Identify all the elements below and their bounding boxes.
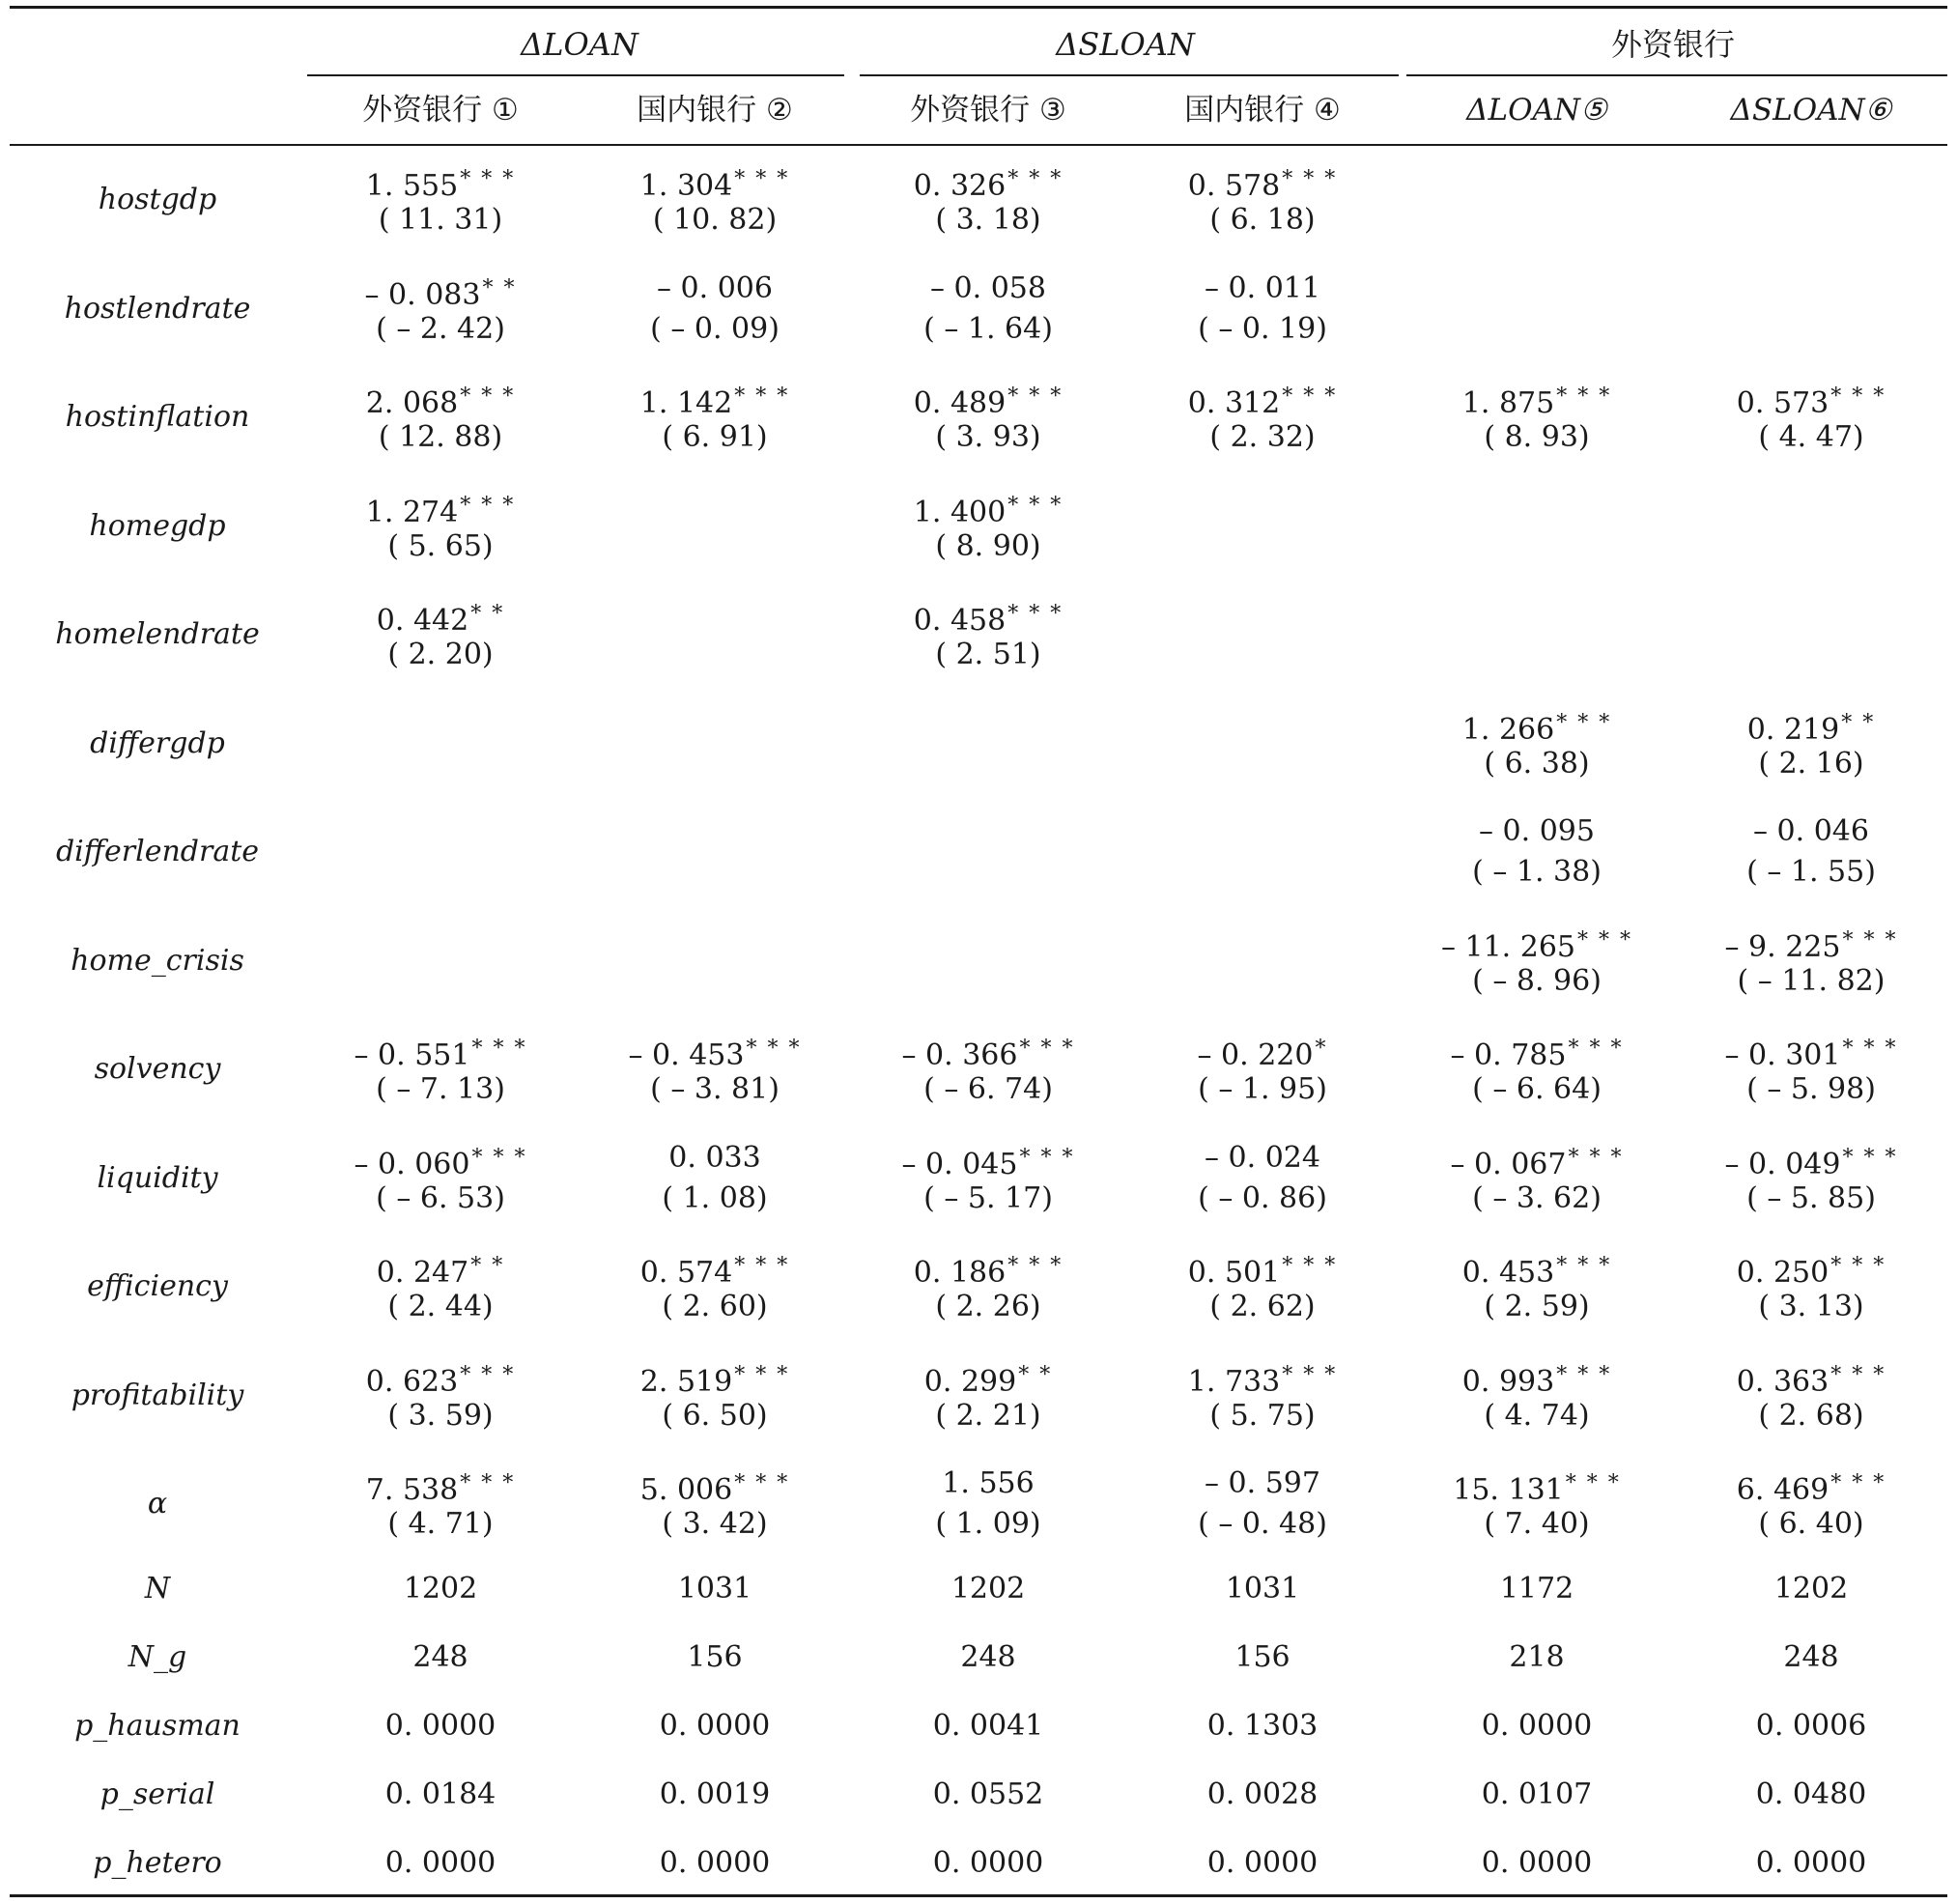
significance-stars: * * * (734, 1254, 790, 1278)
t-statistic: ( 3. 18) (935, 203, 1041, 237)
significance-stars: * * * (1007, 602, 1064, 626)
t-statistic: ( 2. 16) (1758, 746, 1864, 781)
row-label: solvency (94, 1052, 221, 1086)
stat-value: 0. 0184 (384, 1777, 496, 1811)
stat-value: 1202 (1773, 1572, 1849, 1606)
significance-stars: * * * (1830, 384, 1886, 409)
significance-stars: * * * (460, 167, 516, 191)
t-statistic: ( – 1. 38) (1472, 855, 1602, 889)
column-header-3: 外资银行 ③ (910, 93, 1066, 128)
coefficient-value: – 0. 301 (1724, 1038, 1841, 1072)
bottom-rule (10, 1894, 1947, 1897)
coefficient-value: 2. 068 (365, 386, 459, 420)
significance-stars: * * * (1842, 927, 1898, 952)
stat-label: p_serial (99, 1777, 215, 1811)
coefficient-value: – 0. 785 (1450, 1038, 1567, 1072)
coefficient-value: 1. 875 (1461, 386, 1555, 420)
stat-value: 0. 0000 (659, 1709, 771, 1743)
coefficient-value: 1. 555 (365, 169, 459, 203)
significance-stars: * * (470, 602, 505, 626)
stat-value: 1202 (403, 1572, 478, 1606)
coefficient-value: – 0. 045 (901, 1147, 1018, 1181)
stat-label: N_g (128, 1640, 187, 1674)
t-statistic: ( 3. 59) (387, 1398, 494, 1433)
coefficient-value: – 0. 006 (657, 270, 773, 305)
column-header-5: ΔLOAN⑤ (1466, 93, 1607, 128)
significance-stars: * * * (746, 1037, 802, 1061)
significance-stars: * * * (471, 1145, 527, 1170)
stat-value: 0. 0480 (1755, 1777, 1867, 1811)
significance-stars: * * * (1556, 1254, 1612, 1278)
stat-value: 0. 0107 (1481, 1777, 1593, 1811)
significance-stars: * * * (1830, 1362, 1886, 1387)
significance-stars: * * * (734, 1471, 790, 1495)
t-statistic: ( – 1. 55) (1746, 855, 1876, 889)
group-underline-delta-sloan (860, 74, 1399, 76)
group-header-foreign-banks: 外资银行 (1610, 26, 1735, 63)
coefficient-value: – 0. 453 (628, 1038, 745, 1072)
stat-value: 1031 (677, 1572, 752, 1606)
stat-value: 0. 0552 (932, 1777, 1044, 1811)
stat-value: 248 (960, 1640, 1016, 1674)
t-statistic: ( 6. 38) (1484, 746, 1590, 781)
stat-value: 0. 0000 (384, 1709, 496, 1743)
significance-stars: * * * (734, 1362, 790, 1387)
t-statistic: ( 3. 13) (1758, 1290, 1864, 1323)
stat-value: 1202 (950, 1572, 1026, 1606)
column-header-6: ΔSLOAN⑥ (1730, 93, 1892, 128)
row-label: efficiency (87, 1269, 228, 1303)
significance-stars: * * (1841, 710, 1876, 735)
significance-stars: * * * (1007, 1254, 1064, 1278)
t-statistic: ( 6. 18) (1209, 203, 1316, 237)
coefficient-value: 0. 312 (1187, 386, 1281, 420)
stat-label: p_hausman (74, 1709, 241, 1743)
t-statistic: ( – 5. 17) (923, 1180, 1053, 1215)
t-statistic: ( – 5. 85) (1746, 1180, 1876, 1215)
stat-label: N (144, 1572, 171, 1606)
t-statistic: ( – 1. 95) (1198, 1072, 1327, 1106)
stat-value: 0. 0019 (659, 1777, 771, 1811)
stat-value: 218 (1509, 1640, 1565, 1674)
row-label: homegdp (89, 508, 226, 543)
coefficient-value: 6. 469 (1736, 1473, 1829, 1507)
t-statistic: ( 7. 40) (1484, 1507, 1590, 1541)
significance-stars: * * * (1556, 384, 1612, 409)
row-label: hostgdp (98, 183, 217, 216)
coefficient-value: 1. 556 (942, 1466, 1035, 1500)
t-statistic: ( 2. 68) (1758, 1398, 1864, 1433)
column-header-2: 国内银行 ② (637, 93, 793, 128)
significance-stars: * * * (1007, 167, 1064, 191)
coefficient-value: 7. 538 (365, 1473, 459, 1507)
stat-value: 0. 0028 (1206, 1777, 1319, 1811)
coefficient-cell (584, 269, 845, 309)
stat-value: 0. 0000 (932, 1846, 1044, 1880)
coefficient-value: – 0. 083 (364, 277, 481, 312)
coefficient-value: 5. 006 (639, 1473, 733, 1507)
t-statistic: ( – 3. 81) (650, 1072, 780, 1106)
significance-stars: * * * (1282, 1362, 1338, 1387)
row-label: liquidity (97, 1160, 218, 1195)
group-underline-foreign-banks (1406, 74, 1947, 76)
coefficient-value: 0. 501 (1187, 1256, 1281, 1290)
t-statistic: ( 11. 31) (378, 203, 503, 237)
coefficient-value: 1. 304 (639, 169, 733, 203)
significance-stars: * (1315, 1037, 1328, 1061)
coefficient-value: 1. 142 (639, 386, 733, 420)
t-statistic: ( – 0. 48) (1198, 1507, 1327, 1541)
coefficient-value: 0. 250 (1736, 1256, 1829, 1290)
significance-stars: * * * (471, 1037, 527, 1061)
t-statistic: ( – 6. 74) (923, 1072, 1053, 1106)
stat-value: 0. 0000 (1481, 1709, 1593, 1743)
significance-stars: * * (482, 275, 517, 300)
coefficient-value: 1. 400 (913, 495, 1007, 529)
t-statistic: ( 5. 75) (1209, 1398, 1316, 1433)
t-statistic: ( 2. 51) (935, 638, 1041, 671)
coefficient-value: 1. 274 (365, 495, 459, 529)
coefficient-value: – 0. 597 (1205, 1466, 1320, 1500)
coefficient-value: – 0. 049 (1724, 1147, 1841, 1181)
significance-stars: * * * (1556, 1362, 1612, 1387)
coefficient-cell (1132, 269, 1393, 309)
column-header-1: 外资银行 ① (362, 93, 519, 128)
coefficient-cell (1406, 811, 1667, 852)
t-statistic: ( 3. 93) (935, 420, 1041, 454)
coefficient-value: 0. 453 (1461, 1256, 1555, 1290)
coefficient-value: 0. 458 (913, 604, 1007, 638)
t-statistic: ( 4. 71) (387, 1507, 494, 1541)
coefficient-value: 0. 993 (1461, 1364, 1555, 1399)
stat-value: 0. 1303 (1206, 1709, 1319, 1743)
t-statistic: ( 6. 50) (662, 1398, 768, 1433)
significance-stars: * * * (1007, 493, 1064, 518)
row-label: home_crisis (71, 943, 244, 978)
significance-stars: * * * (1568, 1145, 1624, 1170)
coefficient-value: 0. 219 (1746, 712, 1840, 747)
coefficient-value: 0. 247 (376, 1256, 469, 1290)
significance-stars: * * * (1842, 1145, 1898, 1170)
coefficient-value: – 0. 067 (1450, 1147, 1567, 1181)
stat-value: 0. 0000 (659, 1846, 771, 1880)
significance-stars: * * * (1007, 384, 1064, 409)
row-label: profitability (71, 1378, 244, 1412)
coefficient-value: – 0. 551 (354, 1038, 470, 1072)
stat-value: 0. 0041 (932, 1709, 1044, 1743)
t-statistic: ( 4. 74) (1484, 1398, 1590, 1433)
t-statistic: ( – 8. 96) (1472, 963, 1602, 998)
coefficient-value: – 0. 366 (901, 1038, 1018, 1072)
t-statistic: ( 6. 91) (662, 420, 768, 454)
t-statistic: ( – 0. 86) (1198, 1180, 1327, 1215)
significance-stars: * * * (734, 384, 790, 409)
stat-value: 156 (1234, 1640, 1290, 1674)
coefficient-value: – 0. 046 (1753, 814, 1869, 848)
significance-stars: * * * (1556, 710, 1612, 735)
row-label: hostinflation (65, 400, 250, 434)
t-statistic: ( – 11. 82) (1737, 963, 1886, 998)
t-statistic: ( 6. 40) (1758, 1507, 1864, 1541)
coefficient-value: – 0. 060 (354, 1147, 470, 1181)
stat-value: 0. 0006 (1755, 1709, 1867, 1743)
significance-stars: * * * (460, 1471, 516, 1495)
t-statistic: ( 4. 47) (1758, 420, 1864, 454)
coefficient-value: 0. 299 (923, 1364, 1017, 1399)
t-statistic: ( – 6. 53) (376, 1180, 505, 1215)
significance-stars: * * * (1282, 384, 1338, 409)
significance-stars: * * * (734, 167, 790, 191)
t-statistic: ( 5. 65) (387, 528, 494, 563)
stat-value: 248 (412, 1640, 468, 1674)
coefficient-value: – 0. 220 (1197, 1038, 1314, 1072)
t-statistic: ( 2. 26) (935, 1290, 1041, 1323)
t-statistic: ( – 3. 62) (1472, 1180, 1602, 1215)
coefficient-value: 0. 442 (376, 604, 469, 638)
t-statistic: ( – 5. 98) (1746, 1072, 1876, 1106)
coefficient-cell (1681, 811, 1942, 852)
stat-value: 0. 0000 (1755, 1846, 1867, 1880)
coefficient-value: 0. 326 (913, 169, 1007, 203)
t-statistic: ( – 0. 09) (650, 311, 780, 346)
stat-value: 0. 0000 (1206, 1846, 1319, 1880)
coefficient-value: – 0. 095 (1479, 814, 1595, 848)
coefficient-value: – 0. 011 (1205, 270, 1320, 305)
coefficient-value: 15. 131 (1453, 1473, 1564, 1507)
coefficient-value: – 0. 024 (1205, 1140, 1320, 1175)
t-statistic: ( 1. 08) (662, 1180, 768, 1215)
t-statistic: ( – 1. 64) (923, 311, 1053, 346)
significance-stars: * * * (460, 384, 516, 409)
t-statistic: ( – 0. 19) (1198, 311, 1327, 346)
stat-value: 1172 (1499, 1572, 1574, 1606)
significance-stars: * * (470, 1254, 505, 1278)
stat-label: p_hetero (93, 1846, 222, 1880)
group-header-delta-sloan: ΔSLOAN (1056, 26, 1195, 63)
row-label: hostlendrate (64, 291, 251, 326)
column-header-4: 国内银行 ④ (1184, 93, 1341, 128)
t-statistic: ( 8. 93) (1484, 420, 1590, 454)
group-header-delta-loan: ΔLOAN (521, 26, 638, 63)
coefficient-cell (1132, 1464, 1393, 1504)
row-label: α (147, 1487, 168, 1520)
significance-stars: * * * (1830, 1254, 1886, 1278)
significance-stars: * * * (460, 1362, 516, 1387)
row-label: differlendrate (55, 835, 260, 868)
t-statistic: ( – 6. 64) (1472, 1072, 1602, 1106)
t-statistic: ( 2. 62) (1209, 1290, 1316, 1323)
header-rule (10, 144, 1947, 146)
significance-stars: * * * (1577, 927, 1633, 952)
t-statistic: ( 2. 32) (1209, 420, 1316, 454)
t-statistic: ( 2. 59) (1484, 1290, 1590, 1323)
coefficient-value: 0. 489 (913, 386, 1007, 420)
row-label: differgdp (90, 725, 225, 760)
stat-value: 0. 0000 (1481, 1846, 1593, 1880)
coefficient-value: – 0. 058 (930, 270, 1046, 305)
coefficient-cell (858, 1464, 1119, 1504)
t-statistic: ( 8. 90) (935, 528, 1041, 563)
significance-stars: * * * (1842, 1037, 1898, 1061)
significance-stars: * * (1018, 1362, 1053, 1387)
significance-stars: * * * (1282, 167, 1338, 191)
t-statistic: ( 1. 09) (935, 1507, 1041, 1541)
significance-stars: * * * (1830, 1471, 1886, 1495)
t-statistic: ( 2. 60) (662, 1290, 768, 1323)
significance-stars: * * * (1568, 1037, 1624, 1061)
significance-stars: * * * (1019, 1037, 1075, 1061)
t-statistic: ( – 7. 13) (376, 1072, 505, 1106)
t-statistic: ( 12. 88) (378, 420, 503, 454)
t-statistic: ( – 2. 42) (376, 311, 505, 346)
significance-stars: * * * (1282, 1254, 1338, 1278)
coefficient-cell (858, 269, 1119, 309)
t-statistic: ( 2. 44) (387, 1290, 494, 1323)
stat-value: 1031 (1225, 1572, 1300, 1606)
t-statistic: ( 2. 21) (935, 1398, 1041, 1433)
coefficient-cell (584, 1138, 845, 1179)
coefficient-cell (1132, 1138, 1393, 1179)
coefficient-value: 0. 574 (639, 1256, 733, 1290)
coefficient-value: – 9. 225 (1724, 929, 1841, 964)
coefficient-value: 0. 623 (365, 1364, 459, 1399)
coefficient-value: 1. 266 (1461, 712, 1555, 747)
coefficient-value: 0. 573 (1736, 386, 1829, 420)
top-rule (10, 6, 1947, 9)
coefficient-value: – 11. 265 (1440, 929, 1576, 964)
coefficient-value: 2. 519 (639, 1364, 733, 1399)
stat-value: 156 (687, 1640, 743, 1674)
coefficient-value: 0. 363 (1736, 1364, 1829, 1399)
stat-value: 248 (1783, 1640, 1839, 1674)
significance-stars: * * * (1565, 1471, 1621, 1495)
coefficient-value: 0. 033 (668, 1140, 761, 1175)
stat-value: 0. 0000 (384, 1846, 496, 1880)
t-statistic: ( 3. 42) (662, 1507, 768, 1541)
coefficient-value: 0. 186 (913, 1256, 1007, 1290)
row-label: homelendrate (55, 617, 260, 651)
t-statistic: ( 2. 20) (387, 638, 494, 671)
coefficient-value: 1. 733 (1187, 1364, 1281, 1399)
coefficient-value: 0. 578 (1187, 169, 1281, 203)
t-statistic: ( 10. 82) (652, 203, 778, 237)
group-underline-delta-loan (307, 74, 844, 76)
significance-stars: * * * (1019, 1145, 1075, 1170)
significance-stars: * * * (460, 493, 516, 518)
